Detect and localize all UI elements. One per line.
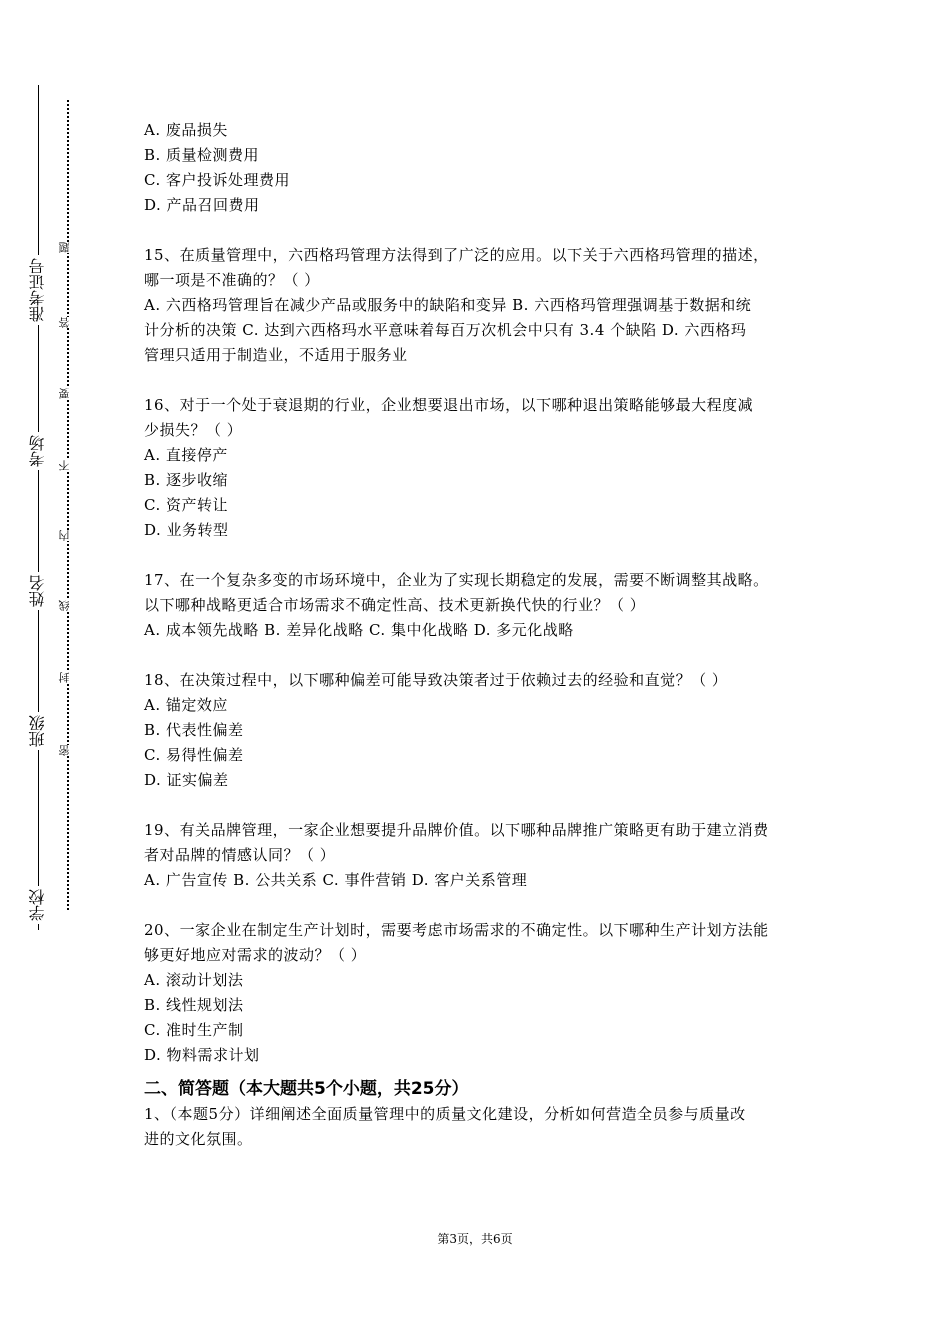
question-line: D. 物料需求计划	[144, 1046, 260, 1064]
question-line: 进的文化氛围。	[144, 1130, 253, 1148]
question-line: C. 客户投诉处理费用	[144, 171, 290, 189]
question-block	[144, 918, 809, 1068]
question-line: 18、在决策过程中，以下哪种偏差可能导致决策者过于依赖过去的经验和直觉？（ ）	[144, 671, 728, 689]
seal-char: 答	[58, 317, 78, 328]
question-block	[144, 243, 809, 368]
question-line: 16、对于一个处于衰退期的行业，企业想要退出市场，以下哪种退出策略能够最大程度减	[144, 396, 754, 414]
field-exam-room: 考场	[18, 432, 58, 470]
question-line: 19、有关品牌管理，一家企业想要提升品牌价值。以下哪种品牌推广策略更有助于建立消费	[144, 821, 769, 839]
page-content	[144, 118, 809, 1152]
seal-char: 内	[58, 530, 78, 541]
binding-dotted-line	[67, 100, 69, 910]
question-line: B. 质量检测费用	[144, 146, 260, 164]
question-line: A. 废品损失	[144, 121, 228, 139]
question-line: 20、一家企业在制定生产计划时，需要考虑市场需求的不确定性。以下哪种生产计划方法能	[144, 921, 769, 939]
question-line: 少损失？（ ）	[144, 421, 243, 439]
seal-char: 要	[58, 388, 78, 399]
question-block	[144, 118, 809, 218]
field-class: 班级	[18, 712, 58, 750]
question-line: A. 六西格玛管理旨在减少产品或服务中的缺陷和变异 B. 六西格玛管理强调基于数据和统	[144, 296, 752, 314]
question-line: D. 证实偏差	[144, 771, 229, 789]
question-line: B. 逐步收缩	[144, 471, 229, 489]
short-answer-question	[144, 1102, 809, 1152]
question-line: 管理只适用于制造业，不适用于服务业	[144, 346, 408, 364]
question-list	[144, 118, 809, 1068]
question-line: A. 广告宣传 B. 公共关系 C. 事件营销 D. 客户关系管理	[144, 871, 528, 889]
field-school: 学校	[18, 886, 58, 924]
question-line: 1、（本题5分）详细阐述全面质量管理中的质量文化建设，分析如何营造全员参与质量改	[144, 1105, 746, 1123]
question-line: A. 滚动计划法	[144, 971, 244, 989]
binding-margin	[0, 0, 90, 1000]
question-line: D. 产品召回费用	[144, 196, 260, 214]
question-line: 哪一项是不准确的？（ ）	[144, 271, 320, 289]
binding-solid-line	[38, 85, 39, 930]
seal-char: 密	[58, 745, 78, 756]
question-line: 17、在一个复杂多变的市场环境中，企业为了实现长期稳定的发展，需要不断调整其战略。	[144, 571, 769, 589]
question-block	[144, 393, 809, 543]
question-line: 者对品牌的情感认同？（ ）	[144, 846, 336, 864]
question-line: A. 直接停产	[144, 446, 228, 464]
question-line: A. 成本领先战略 B. 差异化战略 C. 集中化战略 D. 多元化战略	[144, 621, 574, 639]
question-line: C. 准时生产制	[144, 1021, 244, 1039]
question-block	[144, 668, 809, 793]
question-line: 15、在质量管理中，六西格玛管理方法得到了广泛的应用。以下关于六西格玛管理的描述，	[144, 246, 769, 264]
question-line: D. 业务转型	[144, 521, 229, 539]
question-line: C. 资产转让	[144, 496, 228, 514]
question-line: 够更好地应对需求的波动？（ ）	[144, 946, 367, 964]
section-heading: 二、简答题（本大题共5个小题，共25分）	[144, 1079, 469, 1099]
question-block	[144, 818, 809, 893]
question-line: 计分析的决策 C. 达到六西格玛水平意味着每百万次机会中只有 3.4 个缺陷 D. 六西格玛	[144, 321, 747, 339]
question-block	[144, 568, 809, 643]
field-exam-number: 准考证号	[18, 255, 58, 325]
question-line: A. 锚定效应	[144, 696, 228, 714]
question-line: 以下哪种战略更适合市场需求不确定性高、技术更新换代快的行业？（ ）	[144, 596, 646, 614]
seal-char: 线	[58, 600, 78, 611]
seal-char: 题	[58, 242, 78, 253]
page-footer: 第3页，共6页	[437, 1232, 513, 1246]
question-line: C. 易得性偏差	[144, 746, 244, 764]
field-name: 姓名	[18, 572, 58, 610]
seal-char: 不	[58, 460, 78, 471]
question-line: B. 代表性偏差	[144, 721, 244, 739]
seal-char: 封	[58, 672, 78, 683]
question-line: B. 线性规划法	[144, 996, 244, 1014]
